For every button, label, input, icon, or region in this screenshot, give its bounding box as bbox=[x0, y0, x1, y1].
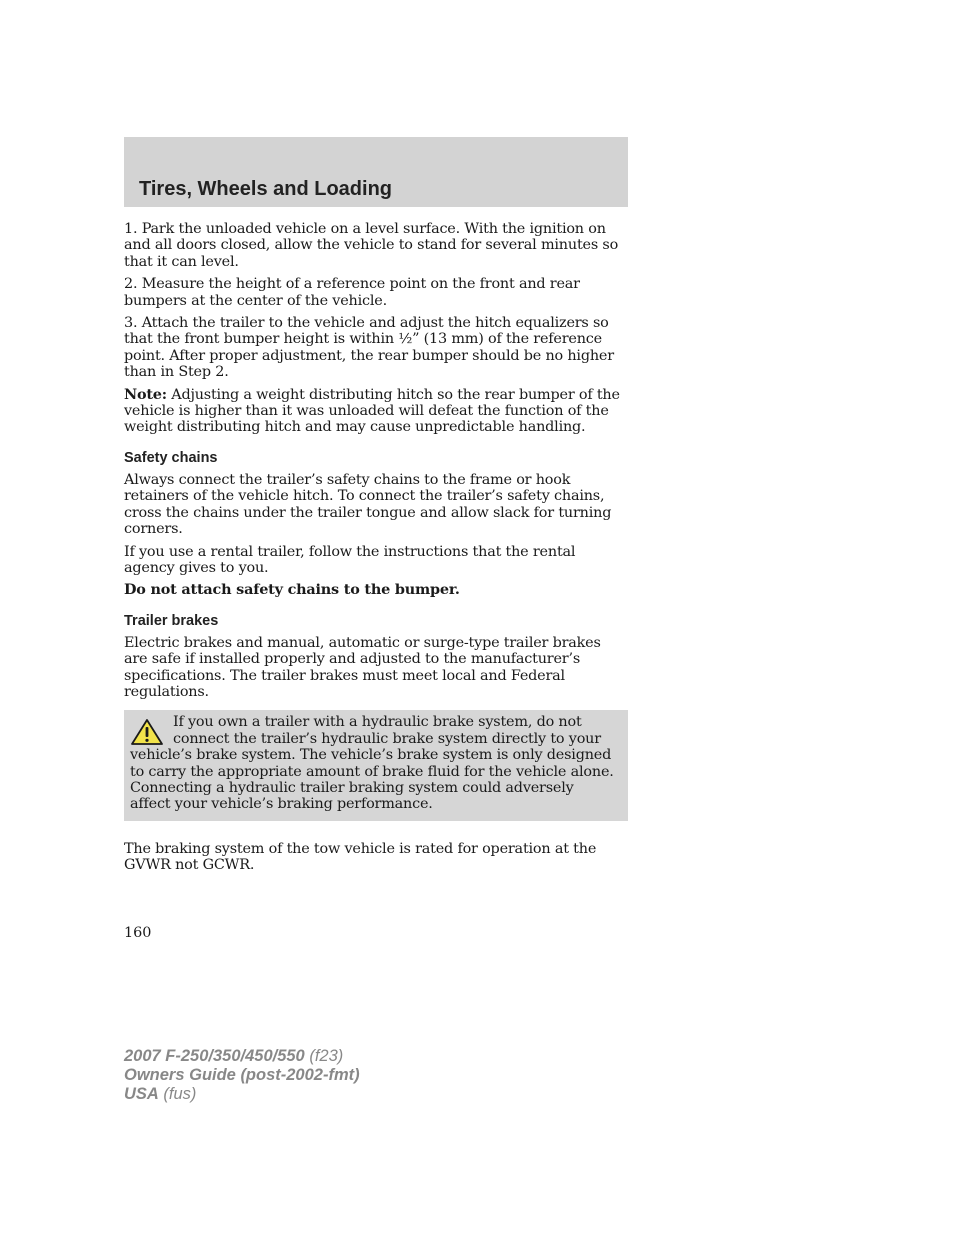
footer-line-3 bbox=[124, 1085, 360, 1104]
section-title: Tires, Wheels and Loading bbox=[139, 178, 393, 200]
section-header-band bbox=[124, 137, 628, 207]
safety-chains-heading: Safety chains bbox=[124, 449, 218, 466]
step-3: 3. Attach the trailer to the vehicle and adjust the hitch equalizers so that the front bumper height is within ½” (13 mm) of the reference point. After proper adjustment, the rear bumper should be no higher than in Step 2. bbox=[124, 315, 614, 381]
page-content bbox=[124, 221, 628, 880]
note-label: Note: bbox=[124, 385, 167, 403]
page-number: 160 bbox=[124, 925, 152, 941]
footer-market: USA bbox=[124, 1085, 159, 1103]
note-text: Adjusting a weight distributing hitch so the rear bumper of the vehicle is higher than it was unloaded will defeat the function of the weight distributing hitch and may cause unpredictable handling. bbox=[124, 386, 620, 436]
footer-market-code: (fus) bbox=[158, 1085, 197, 1103]
warning-box bbox=[124, 710, 628, 820]
footer-model-code: (f23) bbox=[304, 1047, 344, 1065]
safety-chains-paragraph-1: Always connect the trailer’s safety chains to the frame or hook retainers of the vehicle hitch. To connect the trailer’s safety chains, cross the chains under the trailer tongue and allow slack for turning corners. bbox=[124, 471, 612, 538]
trailer-brakes-heading: Trailer brakes bbox=[124, 612, 219, 629]
warning-triangle-icon bbox=[130, 718, 164, 746]
footer-guide: Owners Guide (post-2002-fmt) bbox=[124, 1066, 360, 1084]
trailer-brakes-paragraph: Electric brakes and manual, automatic or surge-type trailer brakes are safe if installed properly and adjusted to the manufacturer’s specifications. The trailer brakes must meet local and Federal regulations. bbox=[124, 634, 601, 700]
note-paragraph bbox=[124, 387, 628, 436]
footer-line-1 bbox=[124, 1047, 360, 1066]
safety-chains-bold-statement: Do not attach safety chains to the bumper. bbox=[124, 581, 460, 599]
step-2: 2. Measure the height of a reference point on the front and rear bumpers at the center of the vehicle. bbox=[124, 276, 580, 309]
step-1: 1. Park the unloaded vehicle on a level surface. With the ignition on and all doors closed, allow the vehicle to stand for several minutes so that it can level. bbox=[124, 221, 619, 270]
footer-line-2 bbox=[124, 1066, 360, 1085]
warning-text: If you own a trailer with a hydraulic brake system, do not connect the trailer’s hydraulic brake system directly to your vehicle’s brake system. The vehicle’s brake system is only designed to carry the appropriate amount of brake fluid for the vehicle alone. Connecting a hydraulic trailer braking system could adversely affect your vehicle’s braking performance. bbox=[130, 714, 614, 813]
braking-system-paragraph: The braking system of the tow vehicle is rated for operation at the GVWR not GCWR. bbox=[124, 840, 597, 874]
safety-chains-paragraph-2: If you use a rental trailer, follow the instructions that the rental agency gives to you. bbox=[124, 543, 576, 576]
document-footer bbox=[124, 1047, 360, 1104]
footer-model: 2007 F-250/350/450/550 bbox=[124, 1047, 305, 1065]
